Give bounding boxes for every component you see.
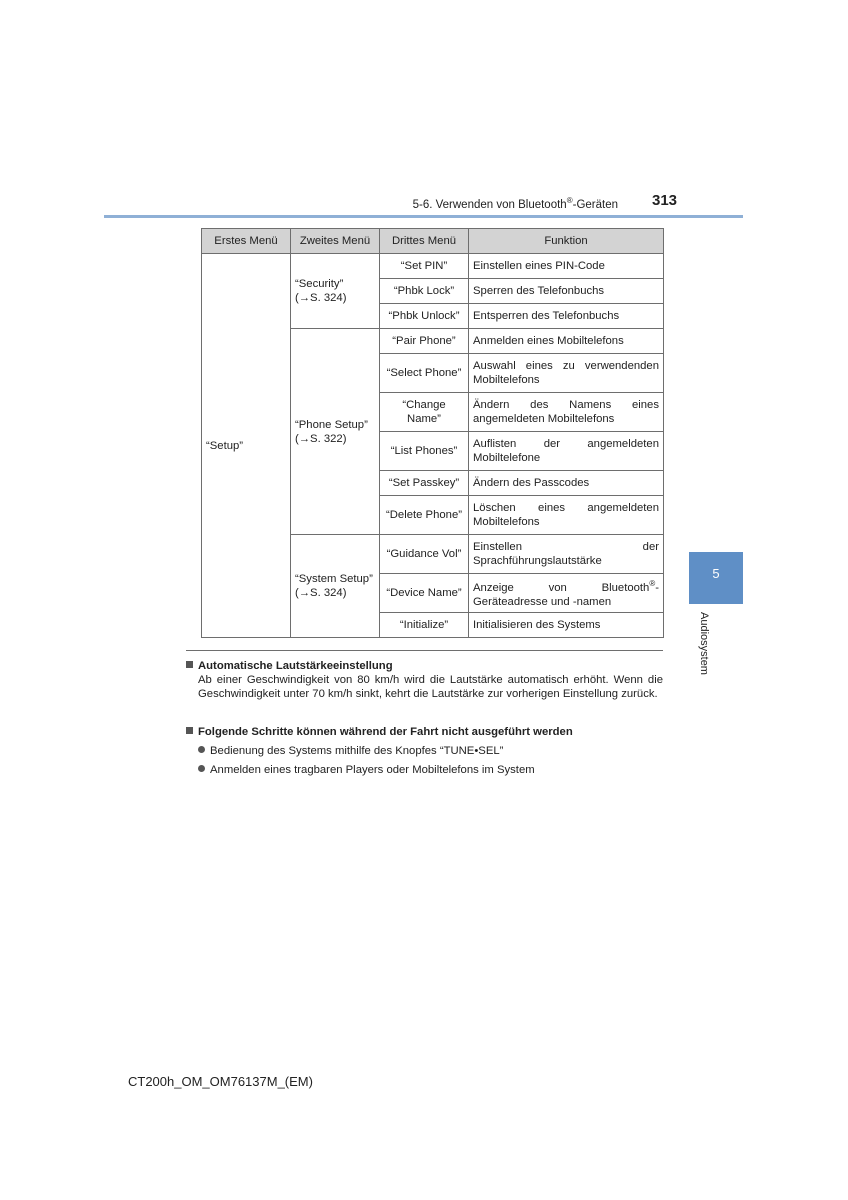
third-menu: “Select Phone” (380, 354, 469, 393)
square-bullet-icon (186, 727, 193, 734)
function-cell: Entsperren des Telefonbuchs (469, 304, 664, 329)
driving-note (186, 725, 663, 777)
third-menu: “Change Name” (380, 393, 469, 432)
function-cell: Initialisieren des Systems (469, 613, 664, 638)
first-menu-setup: “Setup” (202, 254, 291, 638)
section-divider (186, 650, 663, 651)
third-menu: “Initialize” (380, 613, 469, 638)
volume-note (186, 659, 663, 701)
header-third-menu: Drittes Menü (380, 229, 469, 254)
second-menu-system-setup: “System Setup” (→S. 324) (291, 535, 380, 638)
header-function: Funktion (469, 229, 664, 254)
third-menu: “Phbk Unlock” (380, 304, 469, 329)
chapter-tab (689, 552, 743, 604)
function-cell: Anzeige von Bluetooth®-Geräteadresse und -namen (469, 574, 664, 613)
third-menu: “Device Name” (380, 574, 469, 613)
section-title: 5-6. Verwenden von Bluetooth®-Geräten (412, 196, 618, 211)
page-header (0, 190, 848, 220)
document-code: CT200h_OM_OM76137M_(EM) (128, 1074, 313, 1089)
third-menu: “Set Passkey” (380, 471, 469, 496)
third-menu: “Delete Phone” (380, 496, 469, 535)
function-cell: Sperren des Telefonbuchs (469, 279, 664, 304)
function-cell: Einstellen eines PIN-Code (469, 254, 664, 279)
round-bullet-icon (198, 765, 205, 772)
setup-menu-table (201, 228, 664, 638)
volume-note-heading: Automatische Lautstärkeeinstellung (186, 659, 663, 673)
list-item: Anmelden eines tragbaren Players oder Mobiltelefons im System (186, 763, 663, 777)
driving-note-heading: Folgende Schritte können während der Fahrt nicht ausgeführt werden (186, 725, 663, 739)
function-cell: Auflisten der angemeldeten Mobiltelefone (469, 432, 664, 471)
table-header-row (202, 229, 664, 254)
third-menu: “List Phones” (380, 432, 469, 471)
header-divider (104, 215, 743, 218)
chapter-number: 5 (712, 566, 720, 581)
function-cell: Auswahl eines zu verwendenden Mobiltelefons (469, 354, 664, 393)
third-menu: “Phbk Lock” (380, 279, 469, 304)
square-bullet-icon (186, 661, 193, 668)
function-cell: Löschen eines angemeldeten Mobiltelefons (469, 496, 664, 535)
second-menu-phone-setup: “Phone Setup” (→S. 322) (291, 329, 380, 535)
third-menu: “Pair Phone” (380, 329, 469, 354)
function-cell: Anmelden eines Mobiltelefons (469, 329, 664, 354)
function-cell: Ändern des Passcodes (469, 471, 664, 496)
chapter-label: Audiosystem (698, 612, 710, 675)
page-number: 313 (652, 192, 678, 209)
third-menu: “Guidance Vol” (380, 535, 469, 574)
third-menu: “Set PIN” (380, 254, 469, 279)
header-second-menu: Zweites Menü (291, 229, 380, 254)
volume-note-body: Ab einer Geschwindigkeit von 80 km/h wird die Lautstärke automatisch erhöht. Wenn die Geschwindigkeit unter 70 km/h sinkt, kehrt die Lautstärke zur vorherigen Einstellung zurück. (198, 674, 663, 700)
function-cell: Ändern des Namens eines angemeldeten Mobiltelefons (469, 393, 664, 432)
function-cell: Einstellen der Sprachführungslautstärke (469, 535, 664, 574)
table-row (202, 254, 664, 279)
header-first-menu: Erstes Menü (202, 229, 291, 254)
round-bullet-icon (198, 746, 205, 753)
second-menu-security: “Security” (→S. 324) (291, 254, 380, 329)
list-item: Bedienung des Systems mithilfe des Knopfes “TUNE•SEL” (186, 744, 663, 758)
